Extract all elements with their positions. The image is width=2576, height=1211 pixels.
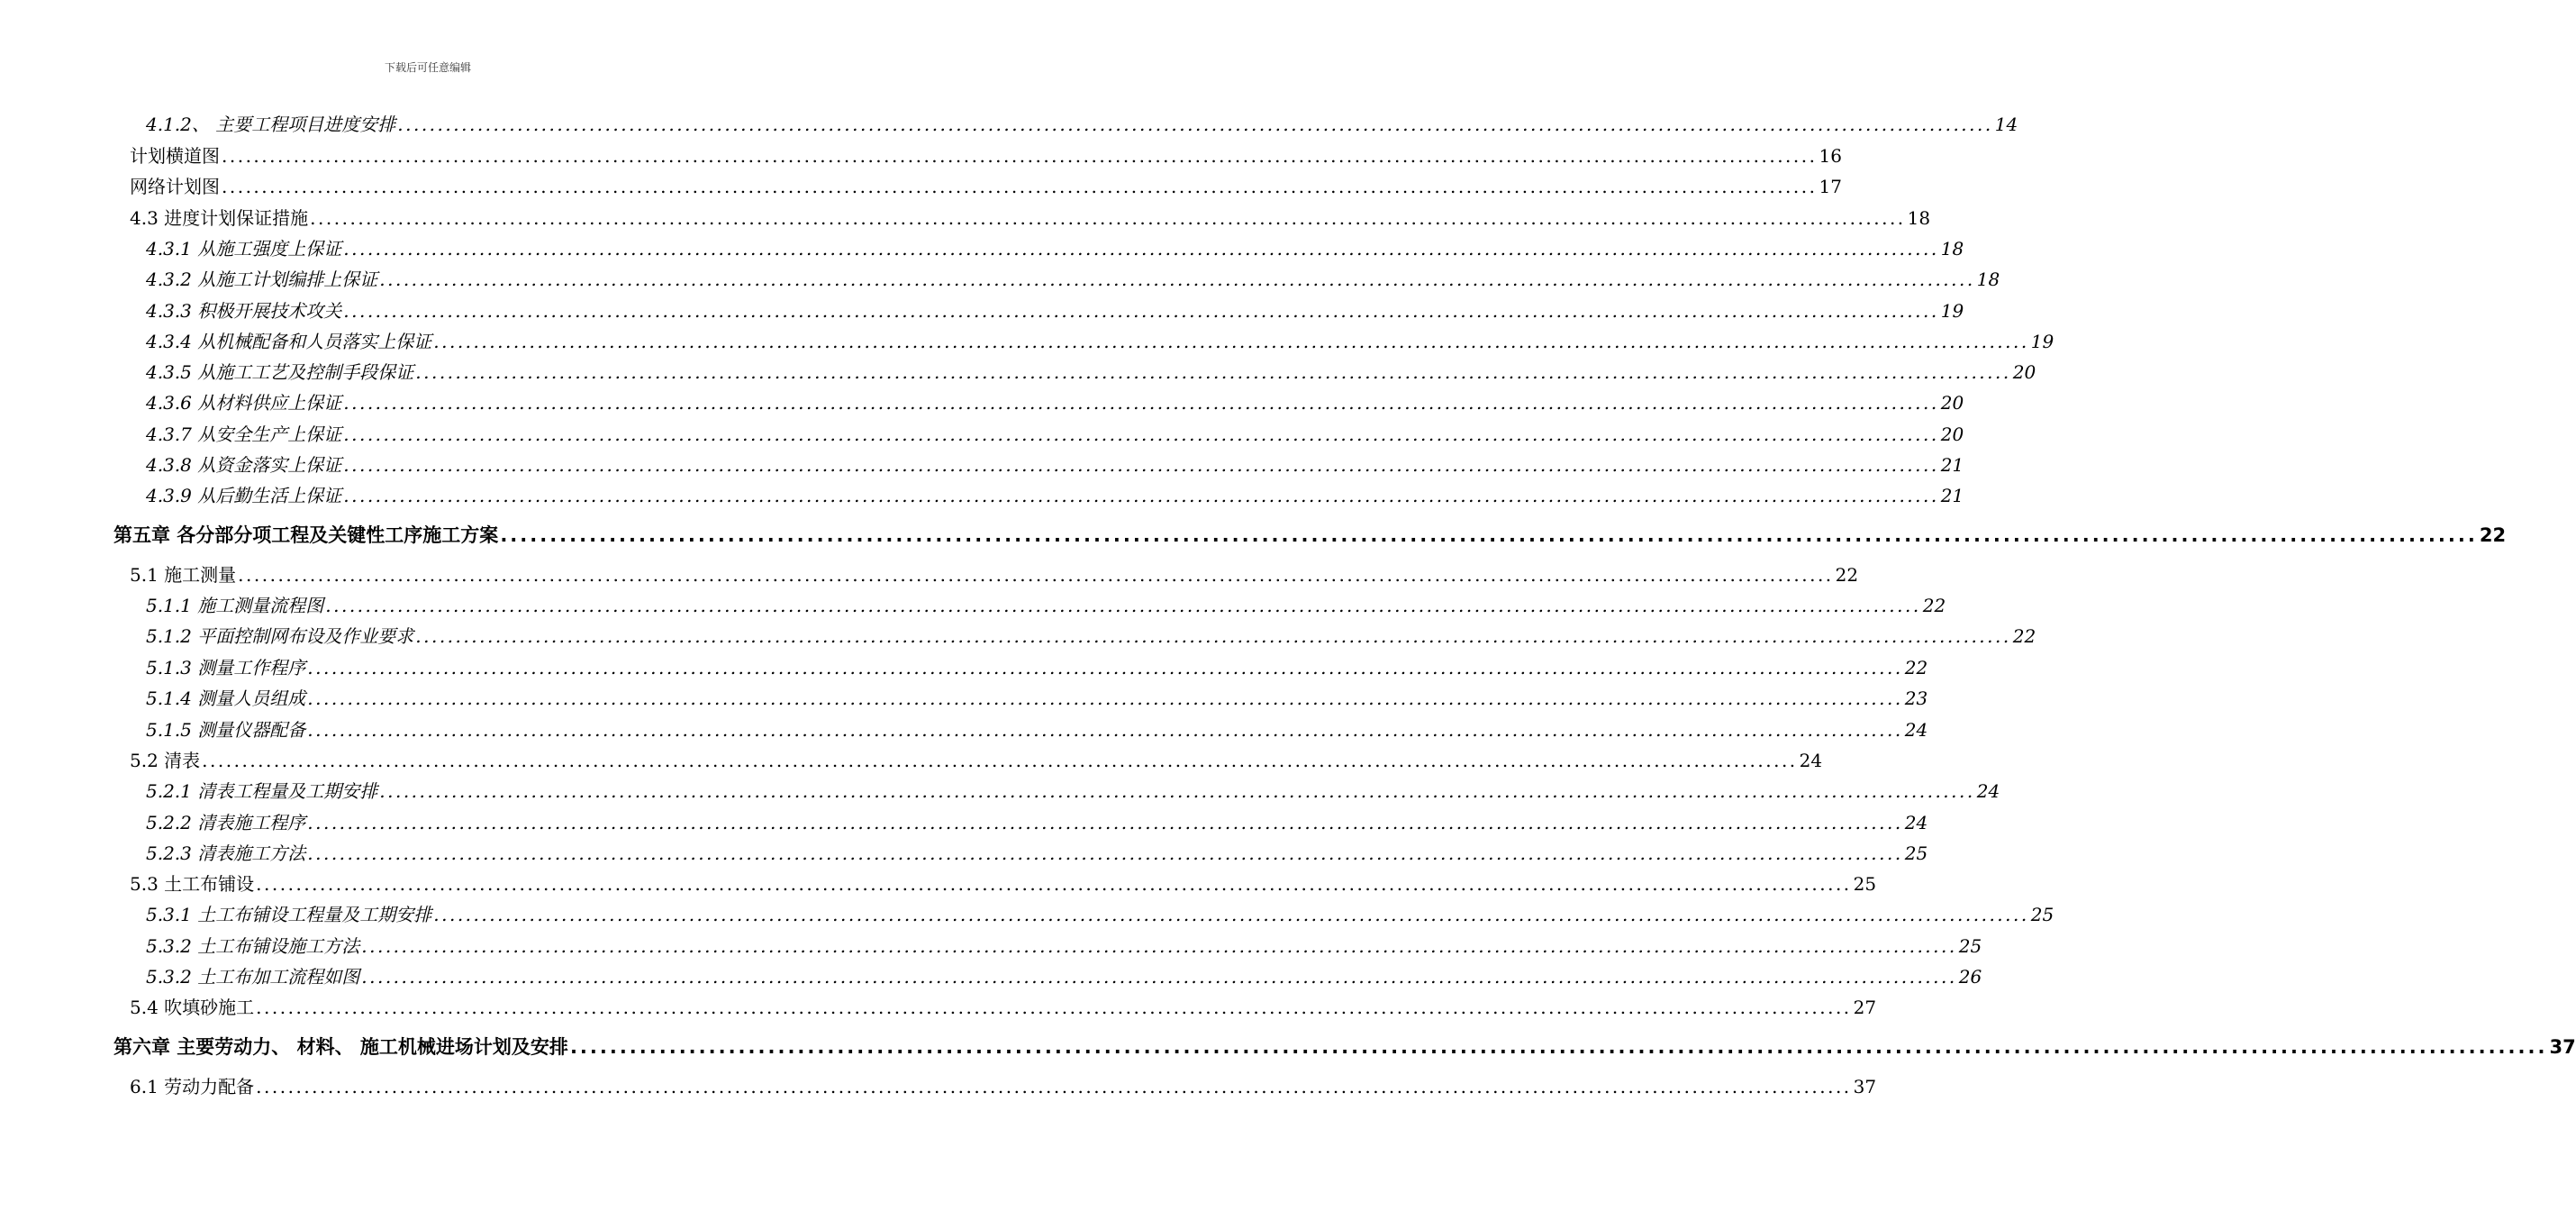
toc-entry[interactable] bbox=[146, 715, 1928, 742]
toc-entry[interactable] bbox=[146, 420, 1964, 446]
toc-entry-title: 5.2.1 清表工程量及工期安排 bbox=[146, 780, 378, 802]
toc-dot-leader: ........................................................................................................................................................................................................ bbox=[202, 750, 1798, 771]
toc-dot-leader: ........................................................................................................................................................................................................ bbox=[379, 269, 1975, 290]
toc-dot-leader: ........................................................................................................................................................................................................ bbox=[569, 1036, 2548, 1058]
toc-dot-leader: ........................................................................................................................................................................................................ bbox=[343, 238, 1939, 260]
toc-entry-title: 5.1.3 测量工作程序 bbox=[146, 657, 306, 678]
toc-entry[interactable] bbox=[146, 327, 2054, 353]
toc-entry-page-number: 20 bbox=[2012, 361, 2036, 383]
toc-entry-title: 5.1 施工测量 bbox=[130, 564, 237, 586]
toc-entry[interactable] bbox=[146, 932, 1982, 958]
toc-dot-leader: ........................................................................................................................................................................................................ bbox=[325, 595, 1921, 616]
toc-dot-leader: ........................................................................................................................................................................................................ bbox=[238, 564, 1834, 586]
toc-entry-page-number: 24 bbox=[1799, 750, 1823, 771]
toc-entry-title: 4.3 进度计划保证措施 bbox=[130, 207, 309, 229]
toc-entry-page-number: 25 bbox=[2030, 904, 2054, 925]
toc-entry[interactable] bbox=[146, 451, 1964, 477]
toc-dot-leader: ........................................................................................................................................................................................................ bbox=[433, 331, 2029, 352]
toc-dot-leader: ........................................................................................................................................................................................................ bbox=[343, 392, 1939, 414]
toc-entry-page-number: 25 bbox=[1904, 842, 1928, 864]
toc-entry[interactable] bbox=[130, 204, 1931, 230]
toc-entry-title: 4.3.9 从后勤生活上保证 bbox=[146, 485, 342, 506]
toc-dot-leader: ........................................................................................................................................................................................................ bbox=[343, 300, 1939, 322]
toc-entry-title: 4.3.5 从施工工艺及控制手段保证 bbox=[146, 361, 414, 383]
toc-entry-page-number: 16 bbox=[1819, 145, 1842, 167]
toc-entry[interactable] bbox=[146, 388, 1964, 414]
toc-entry[interactable] bbox=[113, 521, 2507, 548]
toc-entry[interactable] bbox=[146, 265, 2000, 291]
toc-entry-page-number: 18 bbox=[1976, 269, 2000, 290]
toc-entry-page-number: 22 bbox=[1904, 657, 1928, 678]
toc-entry-title: 网络计划图 bbox=[130, 176, 220, 197]
toc-entry[interactable] bbox=[130, 1072, 1877, 1098]
toc-entry[interactable] bbox=[130, 746, 1823, 772]
toc-entry-title: 5.2 清表 bbox=[130, 750, 201, 771]
toc-entry[interactable] bbox=[146, 808, 1928, 834]
toc-entry[interactable] bbox=[146, 358, 2036, 384]
toc-entry-title: 4.3.4 从机械配备和人员落实上保证 bbox=[146, 331, 432, 352]
toc-entry-page-number: 20 bbox=[1940, 392, 1964, 414]
toc-entry-page-number: 21 bbox=[1940, 485, 1964, 506]
toc-entry-page-number: 25 bbox=[1853, 873, 1877, 895]
toc-entry[interactable] bbox=[146, 777, 2000, 803]
toc-dot-leader: ........................................................................................................................................................................................................ bbox=[343, 423, 1939, 445]
toc-entry-page-number: 22 bbox=[2012, 625, 2036, 647]
toc-dot-leader: ........................................................................................................................................................................................................ bbox=[415, 361, 2011, 383]
toc-entry-page-number: 27 bbox=[1853, 997, 1877, 1018]
toc-entry[interactable] bbox=[146, 653, 1928, 679]
toc-dot-leader: ........................................................................................................................................................................................................ bbox=[500, 524, 2478, 546]
toc-dot-leader: ........................................................................................................................................................................................................ bbox=[307, 812, 1903, 833]
toc-dot-leader: ........................................................................................................................................................................................................ bbox=[361, 935, 1957, 957]
toc-entry-title: 5.3 土工布铺设 bbox=[130, 873, 255, 895]
toc-dot-leader: ........................................................................................................................................................................................................ bbox=[361, 966, 1957, 988]
toc-entry-page-number: 25 bbox=[1958, 935, 1982, 957]
toc-entry-title: 计划横道图 bbox=[130, 145, 220, 167]
toc-entry-title: 4.3.2 从施工计划编排上保证 bbox=[146, 269, 378, 290]
toc-dot-leader: ........................................................................................................................................................................................................ bbox=[433, 904, 2029, 925]
toc-entry-title: 5.1.2 平面控制网布设及作业要求 bbox=[146, 625, 414, 647]
toc-dot-leader: ........................................................................................................................................................................................................ bbox=[343, 485, 1939, 506]
toc-entry-title: 5.3.2 土工布铺设施工方法 bbox=[146, 935, 360, 957]
toc-entry-page-number: 22 bbox=[2479, 524, 2507, 546]
toc-entry-page-number: 37 bbox=[1853, 1076, 1877, 1097]
toc-entry-page-number: 23 bbox=[1904, 687, 1928, 709]
toc-dot-leader: ........................................................................................................................................................................................................ bbox=[343, 454, 1939, 476]
toc-entry[interactable] bbox=[130, 870, 1877, 896]
toc-dot-leader: ........................................................................................................................................................................................................ bbox=[307, 719, 1903, 741]
toc-entry[interactable] bbox=[130, 993, 1877, 1019]
toc-dot-leader: ........................................................................................................................................................................................................ bbox=[256, 1076, 1852, 1097]
toc-entry[interactable] bbox=[146, 234, 1964, 260]
toc-entry-page-number: 20 bbox=[1940, 423, 1964, 445]
toc-entry[interactable] bbox=[146, 481, 1964, 507]
toc-entry-page-number: 37 bbox=[2549, 1036, 2576, 1058]
toc-entry-title: 4.3.1 从施工强度上保证 bbox=[146, 238, 342, 260]
toc-entry-title: 第六章 主要劳动力、 材料、 施工机械进场计划及安排 bbox=[113, 1036, 568, 1058]
toc-entry[interactable] bbox=[130, 560, 1859, 587]
toc-dot-leader: ........................................................................................................................................................................................................ bbox=[222, 145, 1818, 167]
toc-entry[interactable] bbox=[113, 1033, 2576, 1060]
toc-entry-page-number: 21 bbox=[1940, 454, 1964, 476]
toc-entry[interactable] bbox=[130, 172, 1842, 198]
toc-entry-title: 5.3.1 土工布铺设工程量及工期安排 bbox=[146, 904, 432, 925]
toc-entry-title: 4.1.2、 主要工程项目进度安排 bbox=[146, 114, 396, 135]
toc-entry-title: 5.2.2 清表施工程序 bbox=[146, 812, 306, 833]
toc-entry-page-number: 19 bbox=[2030, 331, 2054, 352]
toc-entry[interactable] bbox=[146, 962, 1982, 988]
toc-entry-title: 5.4 吹填砂施工 bbox=[130, 997, 255, 1018]
toc-entry-title: 5.3.2 土工布加工流程如图 bbox=[146, 966, 360, 988]
toc-dot-leader: ........................................................................................................................................................................................................ bbox=[307, 842, 1903, 864]
toc-entry-page-number: 14 bbox=[1994, 114, 2018, 135]
toc-entry-title: 6.1 劳动力配备 bbox=[130, 1076, 255, 1097]
toc-entry-title: 第五章 各分部分项工程及关键性工序施工方案 bbox=[113, 524, 499, 546]
toc-entry-page-number: 18 bbox=[1940, 238, 1964, 260]
toc-entry-page-number: 26 bbox=[1958, 966, 1982, 988]
toc-entry-page-number: 24 bbox=[1976, 780, 2000, 802]
toc-entry[interactable] bbox=[146, 591, 1946, 617]
toc-entry-title: 5.2.3 清表施工方法 bbox=[146, 842, 306, 864]
toc-entry-title: 4.3.3 积极开展技术攻关 bbox=[146, 300, 342, 322]
toc-entry-title: 4.3.6 从材料供应上保证 bbox=[146, 392, 342, 414]
toc-entry[interactable] bbox=[146, 296, 1964, 323]
toc-entry-page-number: 18 bbox=[1907, 207, 1931, 229]
toc-dot-leader: ........................................................................................................................................................................................................ bbox=[256, 997, 1852, 1018]
page-header: 下载后可任意编辑 bbox=[384, 61, 471, 74]
toc-entry-title: 4.3.7 从安全生产上保证 bbox=[146, 423, 342, 445]
toc-dot-leader: ........................................................................................................................................................................................................ bbox=[307, 687, 1903, 709]
toc-entry[interactable] bbox=[146, 110, 2018, 136]
toc-entry-page-number: 22 bbox=[1835, 564, 1859, 586]
toc-entry-page-number: 19 bbox=[1940, 300, 1964, 322]
toc-entry-title: 5.1.1 施工测量流程图 bbox=[146, 595, 324, 616]
toc-entry[interactable] bbox=[146, 900, 2054, 926]
toc-dot-leader: ........................................................................................................................................................................................................ bbox=[310, 207, 1906, 229]
toc-dot-leader: ........................................................................................................................................................................................................ bbox=[415, 625, 2011, 647]
toc-dot-leader: ........................................................................................................................................................................................................ bbox=[222, 176, 1818, 197]
toc-entry-page-number: 22 bbox=[1922, 595, 1946, 616]
toc-entry[interactable] bbox=[146, 839, 1928, 865]
toc-dot-leader: ........................................................................................................................................................................................................ bbox=[379, 780, 1975, 802]
toc-entry-page-number: 24 bbox=[1904, 719, 1928, 741]
toc-entry[interactable] bbox=[130, 141, 1842, 168]
toc-dot-leader: ........................................................................................................................................................................................................ bbox=[256, 873, 1852, 895]
toc-dot-leader: ........................................................................................................................................................................................................ bbox=[397, 114, 1993, 135]
toc-entry[interactable] bbox=[146, 622, 2036, 648]
toc-entry-title: 5.1.5 测量仪器配备 bbox=[146, 719, 306, 741]
toc-entry[interactable] bbox=[146, 684, 1928, 710]
toc-dot-leader: ........................................................................................................................................................................................................ bbox=[307, 657, 1903, 678]
toc-entry-title: 5.1.4 测量人员组成 bbox=[146, 687, 306, 709]
toc-entry-page-number: 17 bbox=[1819, 176, 1842, 197]
toc-entry-page-number: 24 bbox=[1904, 812, 1928, 833]
toc-entry-title: 4.3.8 从资金落实上保证 bbox=[146, 454, 342, 476]
